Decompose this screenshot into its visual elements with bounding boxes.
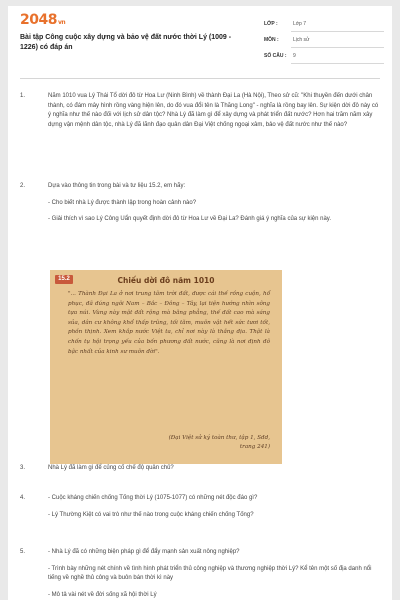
logo-text: 2048 [20, 12, 57, 28]
logo-suffix: vn [57, 19, 66, 26]
question-number: 1. [20, 93, 26, 99]
meta-value-subject: Lịch sử [291, 32, 384, 48]
figure-badge: 15.2 [55, 275, 73, 284]
meta-row-subject [264, 32, 384, 48]
question-number: 5. [20, 549, 26, 555]
meta-value-count: 9 [291, 48, 384, 64]
question-text: - Cuộc kháng chiến chống Tống thời Lý (1075-1077) có những nét độc đáo gì? [48, 495, 258, 501]
meta-row-count [264, 48, 384, 64]
question-text: - Nhà Lý đã có những biện pháp gì để đẩy mạnh sản xuất nông nghiệp? [48, 549, 240, 555]
meta-row-class [264, 16, 384, 32]
figure-source: (Đại Việt sử ký toàn thư, tập 1, Sđd, trang 241) [168, 435, 270, 451]
question-subitem: - Mô tả vài nét về đời sống xã hội thời Lý [48, 591, 157, 598]
question-subitem: - Giải thích vì sao Lý Công Uẩn quyết định dời đô từ Hoa Lư về Đại La? Đánh giá ý nghĩa của sự kiện này. [48, 216, 332, 223]
figure-title: Chiếu dời đô năm 1010 [117, 276, 215, 285]
page-title: Bài tập Công cuộc xây dựng và bảo vệ đất nước thời Lý (1009 - 1226) có đáp án [20, 34, 232, 51]
question-1 [20, 92, 380, 158]
source-excerpt-image [50, 270, 282, 464]
question-subitem: - Trình bày những nét chính về tình hình phát triển thủ công nghiệp và thương nghiệp thời Lý? Kể tên một số địa danh nổi tiếng về nghề thủ công và buôn bán thời kì này [48, 565, 372, 582]
question-subitem: - Cho biết nhà Lý được thành lập trong hoàn cảnh nào? [48, 199, 197, 206]
question-subitem: - Lý Thường Kiệt có vai trò như thế nào trong cuộc kháng chiến chống Tống? [48, 511, 254, 518]
question-text: Dựa vào thông tin trong bài và tư liệu 15.2, em hãy: [48, 183, 186, 189]
question-number: 2. [20, 183, 26, 189]
question-text: Năm 1010 vua Lý Thái Tổ dời đô từ Hoa Lư (Ninh Bình) về thành Đại La (Hà Nội), Theo sử cũ: "Khi thuyền đến dưới chân thành, có đám mây hình rồng vàng hiện lên, do đó vua đổi tên là Thăng Long" - nghĩa là rồng bay lên. Sự kiện dời đô này có ý nghĩa như thế nào đối với lịch sử dân tộc? Nhà Lý đã làm gì để xây dựng và phát triển đất nước? Hơn hai trăm năm xây dựng vận mệnh dân tộc, nhà Lý đã lãnh đạo quân dân Đại Việt chống ngoại xâm, bảo vệ đất nước như thế nào? [48, 93, 379, 128]
header-divider [20, 78, 380, 79]
question-3 [20, 464, 380, 476]
question-5 [20, 548, 380, 600]
question-4 [20, 494, 380, 528]
meta-value-class: Lớp 7 [291, 16, 384, 32]
meta-label-class: LỚP : [264, 20, 278, 27]
meta-label-subject: MÔN : [264, 36, 279, 43]
question-number: 4. [20, 495, 26, 501]
meta-table [264, 16, 384, 64]
meta-label-count: SỐ CÂU : [264, 52, 287, 59]
site-logo[interactable] [20, 12, 65, 28]
header [8, 6, 392, 66]
figure-quote: "... Thành Đại La ở nơi trung tâm trời đất, được cái thế rồng cuộn, hổ phục, đã đúng ngôi Nam – Bắc – Đông – Tây, lại tiện hướng nhìn sông tựa núi. Vùng này mặt đất rộng mà bằng phẳng, thế đất cao mà sáng sủa, dân cư không khổ thấp trũng, tối tăm, muôn vật hết sức tươi tốt, phồn thịnh. Xem khắp nước Việt ta, chỉ nơi này là thắng địa. Thật là chốn tụ hội trọng yếu của bốn phương đất nước, cũng là nơi định đô bậc nhất của kinh sư muôn đời". [68, 291, 270, 355]
question-number: 3. [20, 465, 26, 471]
worksheet-page [8, 6, 392, 600]
question-text: Nhà Lý đã làm gì để củng cố chế độ quân chủ? [48, 465, 174, 471]
question-2 [20, 182, 380, 252]
